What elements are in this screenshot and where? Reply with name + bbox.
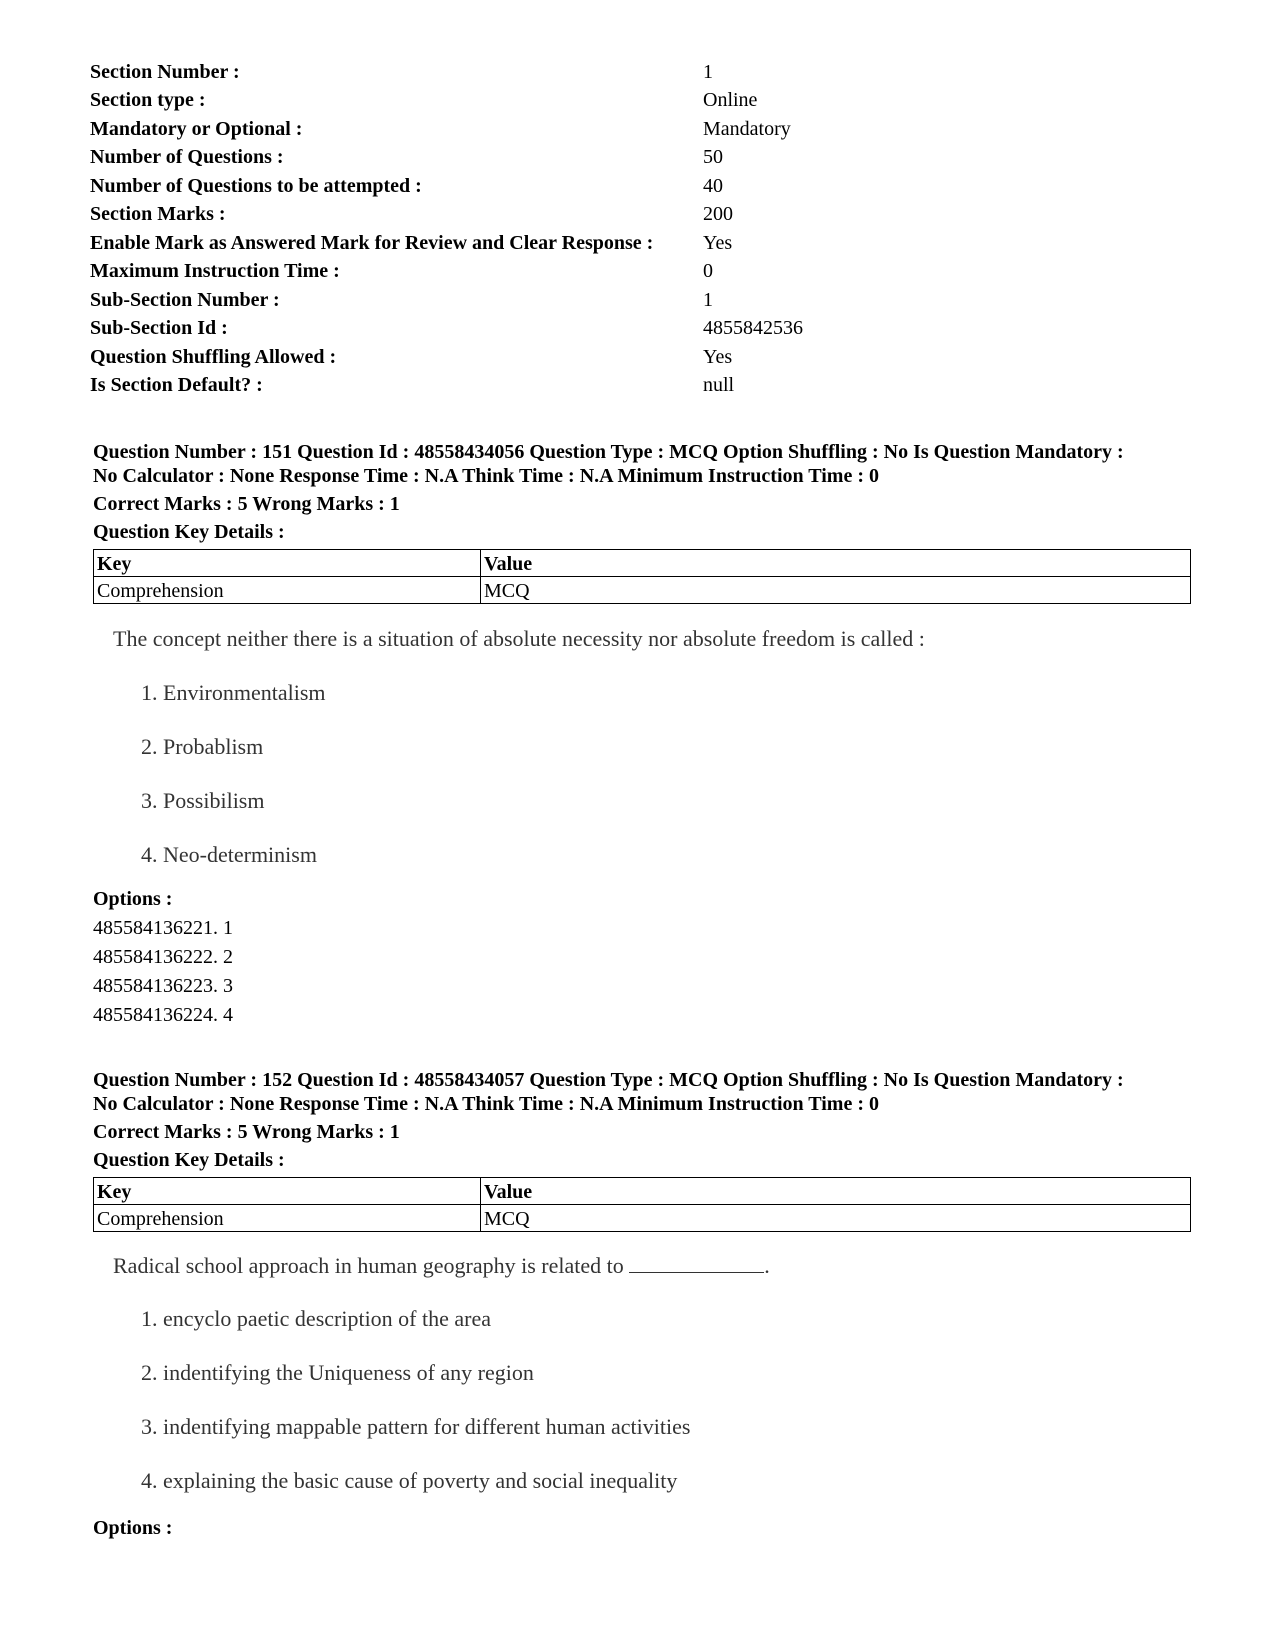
choice-2: 2. indentifying the Uniqueness of any region (141, 1360, 534, 1385)
option-id-1: 485584136221. 1 (93, 917, 233, 939)
choice-1: 1. encyclo paetic description of the area (141, 1306, 492, 1331)
mandatory-value: Mandatory (703, 118, 791, 140)
section-number-value: 1 (703, 61, 713, 83)
key-table-row (94, 1205, 1191, 1232)
choice-4: 4. Neo-determinism (141, 842, 317, 867)
mandatory-label: Mandatory or Optional : (90, 118, 303, 140)
question-shuffling-label: Question Shuffling Allowed : (90, 346, 337, 368)
question-stem (113, 1252, 770, 1279)
sub-section-number-label: Sub-Section Number : (90, 289, 280, 311)
question-header-line2: No Calculator : None Response Time : N.A Think Time : N.A Minimum Instruction Time : 0 (93, 465, 879, 487)
key-table-value-cell: MCQ (481, 1205, 1191, 1232)
question-key-table (93, 549, 1191, 604)
key-table-key-cell: Comprehension (94, 1205, 481, 1232)
max-instruction-time-label: Maximum Instruction Time : (90, 260, 340, 282)
question-header-line1: Question Number : 152 Question Id : 48558434057 Question Type : MCQ Option Shuffling : No Is Question Mandatory : (93, 1069, 1124, 1091)
key-table-value-cell: MCQ (481, 577, 1191, 604)
key-table-header-value: Value (481, 550, 1191, 577)
question-marks: Correct Marks : 5 Wrong Marks : 1 (93, 493, 400, 515)
num-attempt-value: 40 (703, 175, 723, 197)
sub-section-id-label: Sub-Section Id : (90, 317, 228, 339)
choice-4: 4. explaining the basic cause of poverty and social inequality (141, 1468, 678, 1493)
section-type-value: Online (703, 89, 758, 111)
key-table-header-key: Key (94, 550, 481, 577)
question-header-line2: No Calculator : None Response Time : N.A Think Time : N.A Minimum Instruction Time : 0 (93, 1093, 879, 1115)
choice-3: 3. indentifying mappable pattern for different human activities (141, 1414, 691, 1439)
section-type-label: Section type : (90, 89, 206, 111)
enable-mark-value: Yes (703, 232, 733, 254)
question-header-line1: Question Number : 151 Question Id : 48558434056 Question Type : MCQ Option Shuffling : No Is Question Mandatory : (93, 441, 1124, 463)
key-table-header-value: Value (481, 1178, 1191, 1205)
fill-in-blank (629, 1252, 764, 1273)
option-id-3: 485584136223. 3 (93, 975, 233, 997)
question-shuffling-value: Yes (703, 346, 733, 368)
section-marks-label: Section Marks : (90, 203, 226, 225)
key-table-key-cell: Comprehension (94, 577, 481, 604)
question-key-details-label: Question Key Details : (93, 1149, 285, 1171)
choice-3: 3. Possibilism (141, 788, 265, 813)
num-attempt-label: Number of Questions to be attempted : (90, 175, 422, 197)
options-label: Options : (93, 1517, 173, 1539)
sub-section-number-value: 1 (703, 289, 713, 311)
sub-section-id-value: 4855842536 (703, 317, 803, 339)
question-marks: Correct Marks : 5 Wrong Marks : 1 (93, 1121, 400, 1143)
question-stem-text: Radical school approach in human geography is related to (113, 1253, 624, 1278)
choice-2: 2. Probablism (141, 734, 264, 759)
options-label: Options : (93, 888, 173, 910)
question-stem: The concept neither there is a situation of absolute necessity nor absolute freedom is called : (113, 626, 925, 651)
key-table-header-row (94, 550, 1191, 577)
choice-1: 1. Environmentalism (141, 680, 326, 705)
max-instruction-time-value: 0 (703, 260, 713, 282)
num-questions-value: 50 (703, 146, 723, 168)
question-key-details-label: Question Key Details : (93, 521, 285, 543)
section-default-label: Is Section Default? : (90, 374, 263, 396)
section-number-label: Section Number : (90, 61, 240, 83)
section-marks-value: 200 (703, 203, 733, 225)
enable-mark-label: Enable Mark as Answered Mark for Review and Clear Response : (90, 232, 654, 254)
key-table-header-row (94, 1178, 1191, 1205)
option-id-2: 485584136222. 2 (93, 946, 233, 968)
num-questions-label: Number of Questions : (90, 146, 284, 168)
key-table-row (94, 577, 1191, 604)
section-default-value: null (703, 374, 735, 396)
option-id-4: 485584136224. 4 (93, 1004, 233, 1026)
key-table-header-key: Key (94, 1178, 481, 1205)
question-stem-end: . (764, 1253, 770, 1278)
question-key-table (93, 1177, 1191, 1232)
